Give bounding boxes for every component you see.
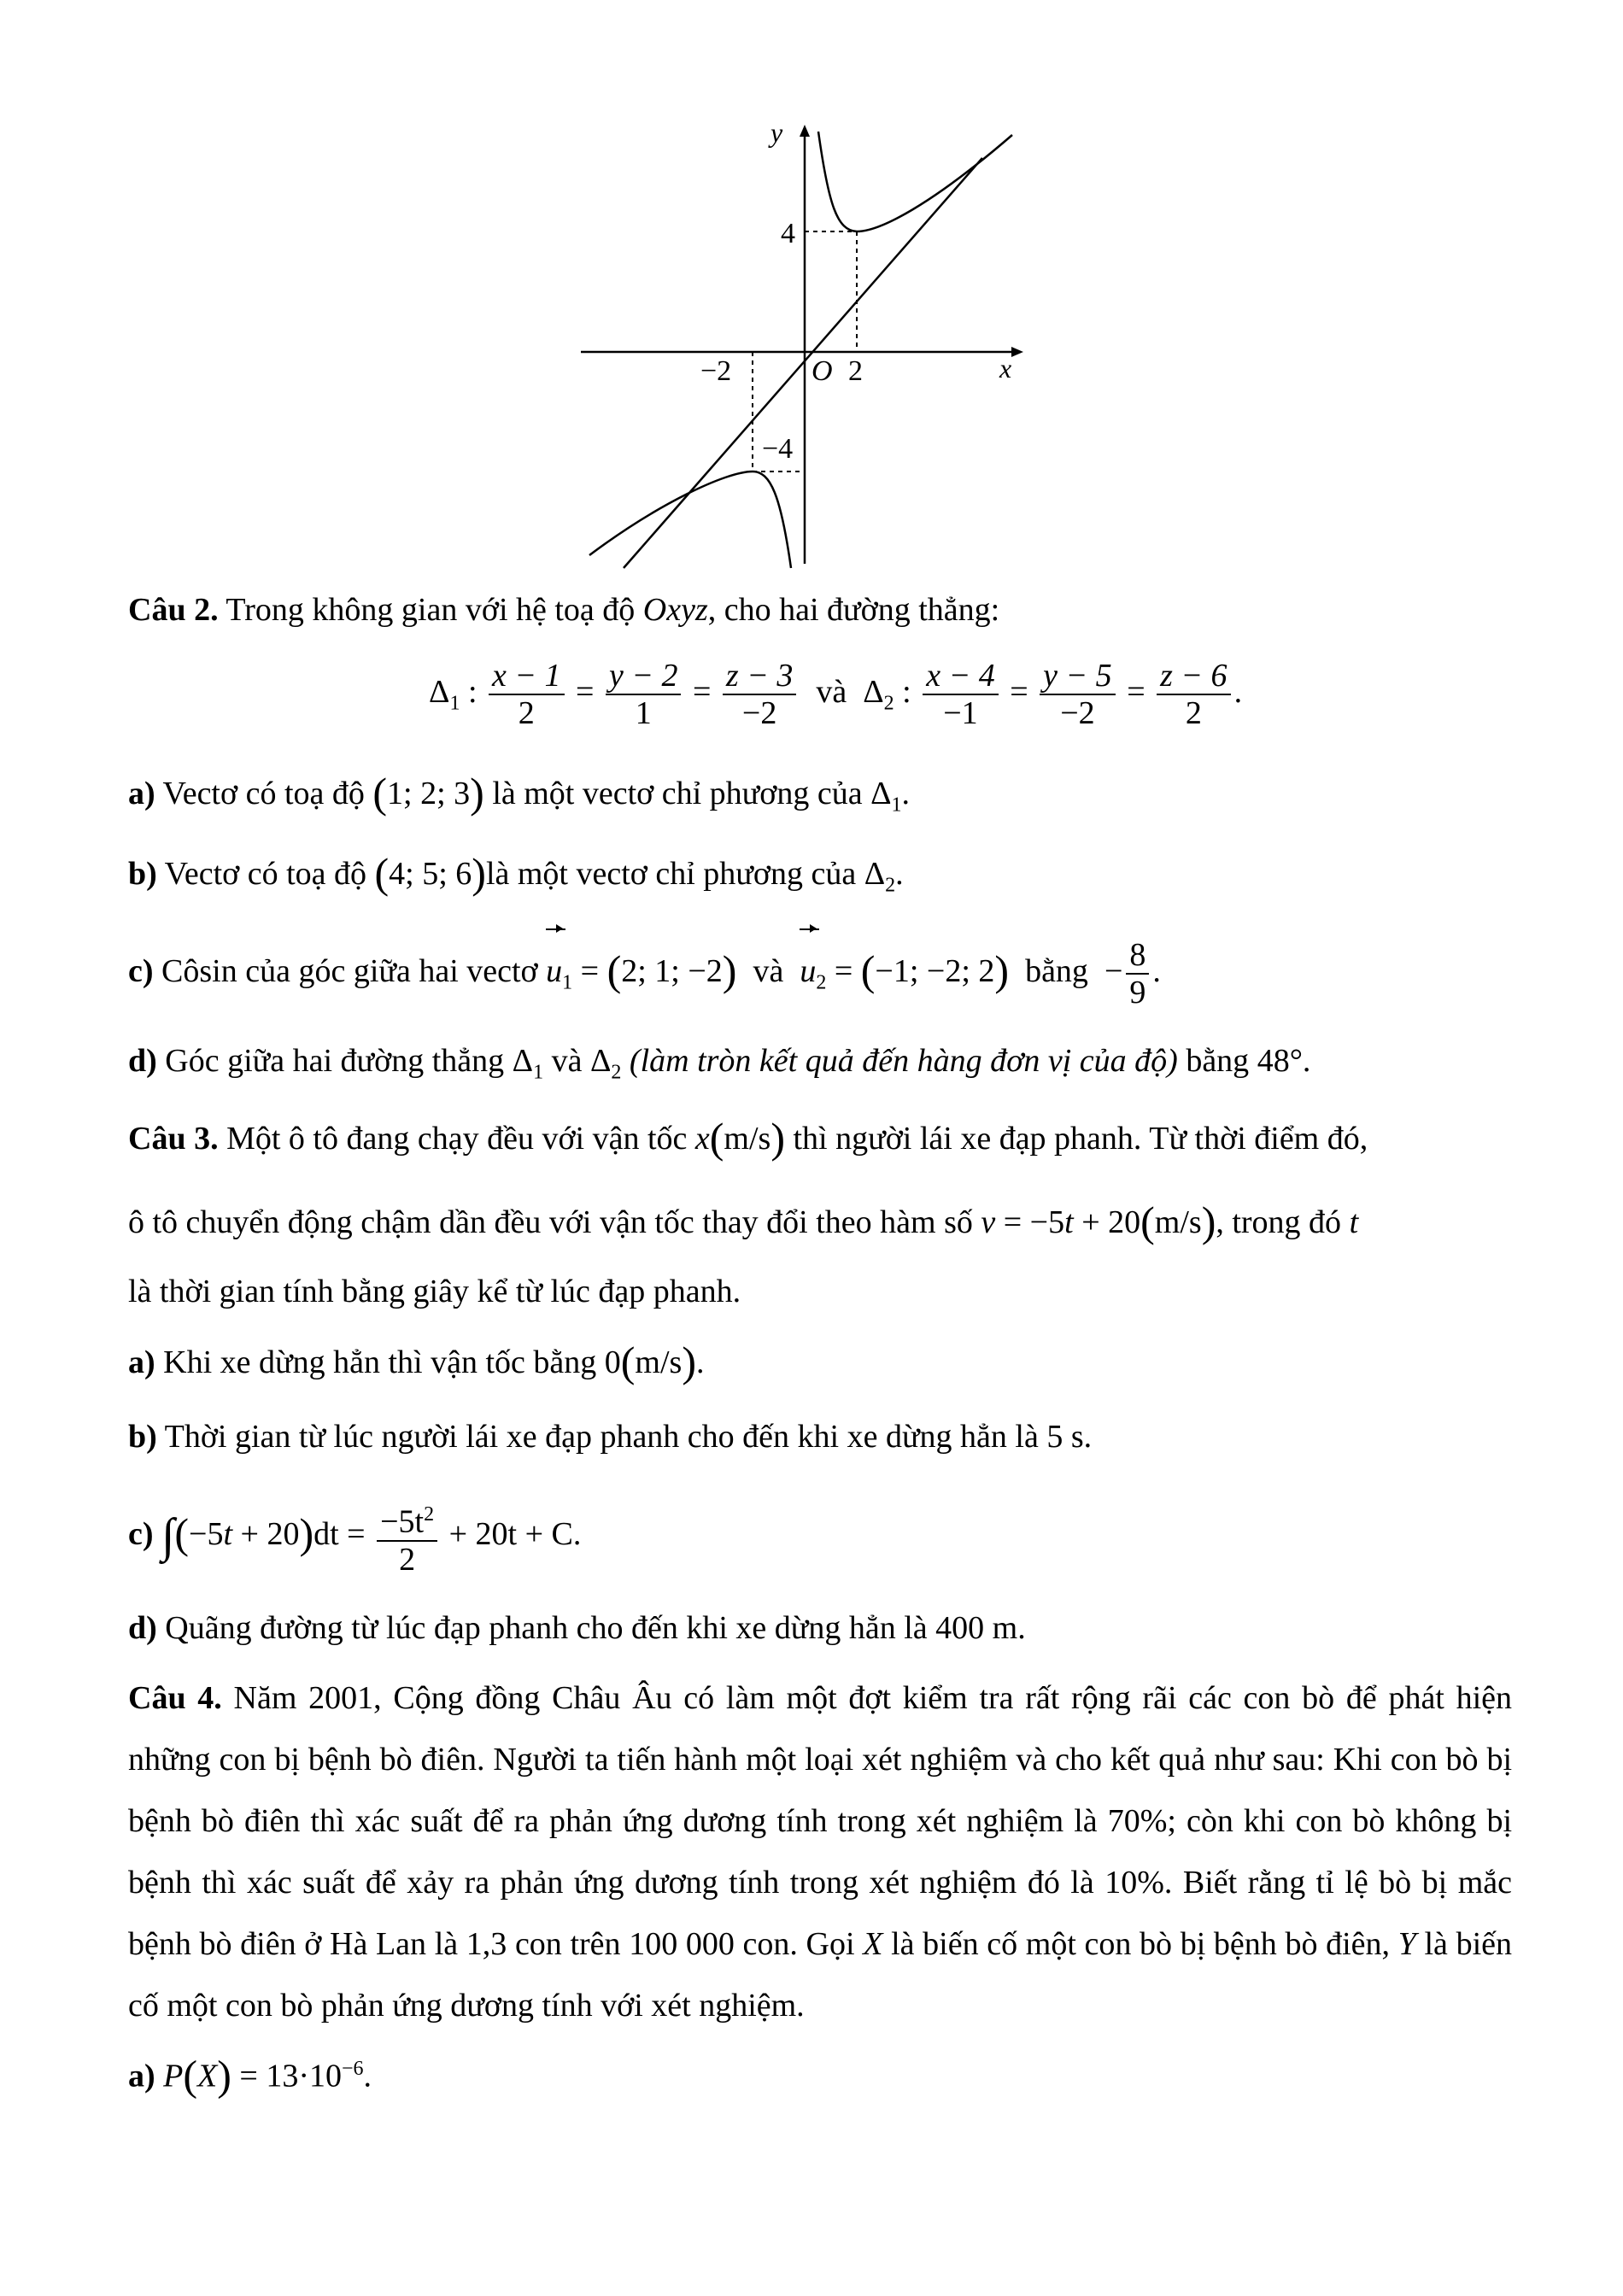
q2-option-b: b) Vectơ có toạ độ (4; 5; 6)là một vectơ chỉ phương của $\Delta_2$. — [128, 849, 904, 897]
d2-frac-y: $\frac{y - 5}{-2}$ — [1040, 658, 1116, 731]
q3-title: Câu 3. — [128, 1121, 219, 1157]
d1-frac-z: $\frac{z - 3}{-2}$ — [723, 658, 796, 731]
asymptote-line — [624, 158, 982, 568]
x-axis-label: x — [999, 353, 1012, 384]
tick-label-y4: 4 — [781, 218, 795, 249]
q2-line-equations: $\Delta_1$ : $\frac{x - 1}{2}$ = $\frac{y - 2}{1}$ = $\frac{z - 3}{-2}$ và $\Delta_2$ : $\frac{x - 4}{-1}$ = $\frac{y - 5}{-2}$ = $\frac{z - 6}{2}$ . — [429, 658, 1243, 732]
d2-frac-x: $\frac{x - 4}{-1}$ — [923, 658, 999, 731]
q3-option-b: b) Thời gian từ lúc người lái xe đạp phanh cho đến khi xe dừng hẳn là 5 s. — [128, 1419, 1093, 1455]
d1-frac-y: $\frac{y - 2}{1}$ — [606, 658, 682, 731]
integral-fraction: $\frac{-5t^2}{2}$ — [377, 1496, 437, 1578]
function-graph — [572, 120, 1051, 572]
q2-option-d: d) Góc giữa hai đường thẳng $\Delta_1$ và $\Delta_2$ (làm tròn kết quả đến hàng đơn vị của độ) bằng 48°. — [128, 1043, 1311, 1084]
coordinate-system: Oxyz — [642, 592, 708, 628]
tick-label-y-4: −4 — [762, 433, 794, 465]
q4-option-a: a) $P(X) = 13\cdot 10^{-6}$. — [128, 2051, 372, 2100]
q3-line2: ô tô chuyển động chậm dần đều với vận tốc thay đổi theo hàm số v = −5t + 20(m/s), trong đó t — [128, 1198, 1359, 1245]
tick-label-x2: 2 — [848, 355, 863, 387]
q3-line3: là thời gian tính bằng giây kể từ lúc đạp phanh. — [128, 1274, 741, 1309]
d2-frac-z: $\frac{z - 6}{2}$ — [1157, 658, 1230, 731]
q3-option-d: d) Quãng đường từ lúc đạp phanh cho đến khi xe dừng hẳn là 400 m. — [128, 1610, 1026, 1646]
cos-fraction: $\frac{8}{9}$ — [1126, 937, 1149, 1010]
q4-paragraph: Câu 4. Năm 2001, Cộng đồng Châu Âu có làm một đợt kiểm tra rất rộng rãi các con bò để phát hiện những con bị bệnh bò điên. Người ta tiến hành một loại xét nghiệm và cho kết quả như sau: Khi con bò bị bệnh bò điên thì xác suất để ra phản ứng dương tính trong xét nghiệm là 70%; còn khi con bò không bị bệnh thì xác suất để xảy ra phản ứng dương tính trong xét nghiệm đó là 10%. Biết rằng tỉ lệ bò bị mắc bệnh bò điên ở Hà Lan là 1,3 con trên 100 000 con. Gọi X là biến cố một con bò bị bệnh bò điên, Y là biến cố một con bò phản ứng dương tính với xét nghiệm. — [128, 1680, 1513, 2024]
d1-frac-x: $\frac{x - 1}{2}$ — [489, 658, 565, 731]
curve-upper-branch — [818, 132, 1012, 231]
q3-option-c: c) ∫(−5t + 20)dt = $\frac{-5t^2}{2}$ + 20t + C. — [128, 1486, 581, 1583]
curve-lower-branch — [589, 472, 791, 568]
q3-option-a: a) Khi xe dừng hẳn thì vận tốc bằng 0(m/s). — [128, 1338, 705, 1385]
q3-line1: Câu 3. Một ô tô đang chạy đều với vận tốc x(m/s) thì người lái xe đạp phanh. Từ thời điểm đó, — [128, 1114, 1368, 1162]
x-axis-arrow — [1011, 347, 1023, 357]
origin-label: O — [812, 355, 833, 387]
q4-title: Câu 4. — [128, 1680, 222, 1716]
tick-label-x-2: −2 — [700, 355, 732, 387]
q2-title: Câu 2. — [128, 592, 219, 628]
q2-option-c: c) Côsin của góc giữa hai vectơ $u_1 = (2$; 1; −2) và $u_2 = (-1$; −2; 2) bằng − $\frac{8}{9}$ . — [128, 929, 1161, 1024]
y-axis-arrow — [800, 125, 810, 137]
q2-option-a: a) Vectơ có toạ độ (1; 2; 3) là một vectơ chỉ phương của $\Delta_1$. — [128, 769, 911, 817]
q2-header: Câu 2. Trong không gian với hệ toạ độ Oxyz, cho hai đường thẳng: — [128, 592, 1000, 628]
y-axis-label: y — [770, 120, 783, 148]
